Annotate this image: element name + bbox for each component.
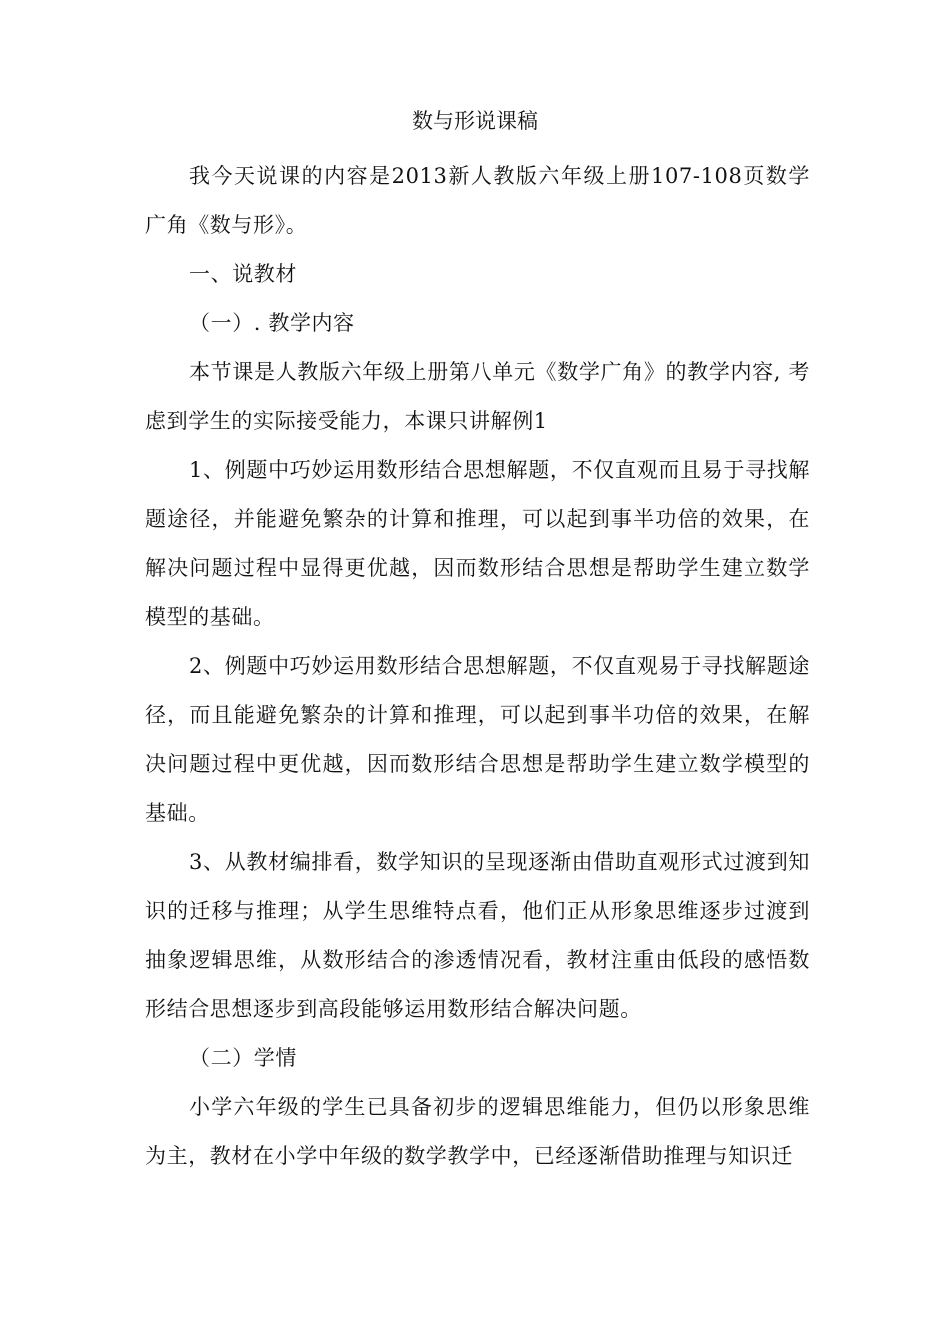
paragraph-students: 小学六年级的学生已具备初步的逻辑思维能力，但仍以形象思维为主，教材在小学中年级的数学教学中，已经逐渐借助推理与知识迁 (145, 1095, 810, 1168)
heading-subsection-students: （二）学情 (189, 1046, 297, 1070)
paragraph-content: 本节课是人教版六年级上册第八单元《数学广角》的教学内容, 考虑到学生的实际接受能力，本课只讲解例1 (145, 360, 810, 433)
paragraph-point-3: 3、从教材编排看，数学知识的呈现逐渐由借助直观形式过渡到知识的迁移与推理；从学生思维特点看，他们正从形象思维逐步过渡到抽象逻辑思维，从数形结合的渗透情况看，教材注重由低段的感悟数形结合思想逐步到高段能够运用数形结合解决问题。 (145, 850, 810, 1021)
document-body (145, 152, 810, 1181)
heading-subsection-content: （一）. 教学内容 (189, 311, 355, 335)
document-title: 数与形说课稿 (412, 109, 538, 133)
paragraph-point-1: 1、例题中巧妙运用数形结合思想解题，不仅直观而且易于寻找解题途径，并能避免繁杂的计算和推理，可以起到事半功倍的效果，在解决问题过程中显得更优越，因而数形结合思想是帮助学生建立数学模型的基础。 (145, 458, 810, 629)
paragraph-intro: 我今天说课的内容是2013新人教版六年级上册107-108页数学广角《数与形》。 (145, 164, 810, 237)
paragraph-point-2: 2、例题中巧妙运用数形结合思想解题，不仅直观易于寻找解题途径，而且能避免繁杂的计算和推理，可以起到事半功倍的效果，在解决问题过程中更优越，因而数形结合思想是帮助学生建立数学模型的基础。 (145, 654, 810, 825)
heading-section-1: 一、说教材 (189, 262, 297, 286)
